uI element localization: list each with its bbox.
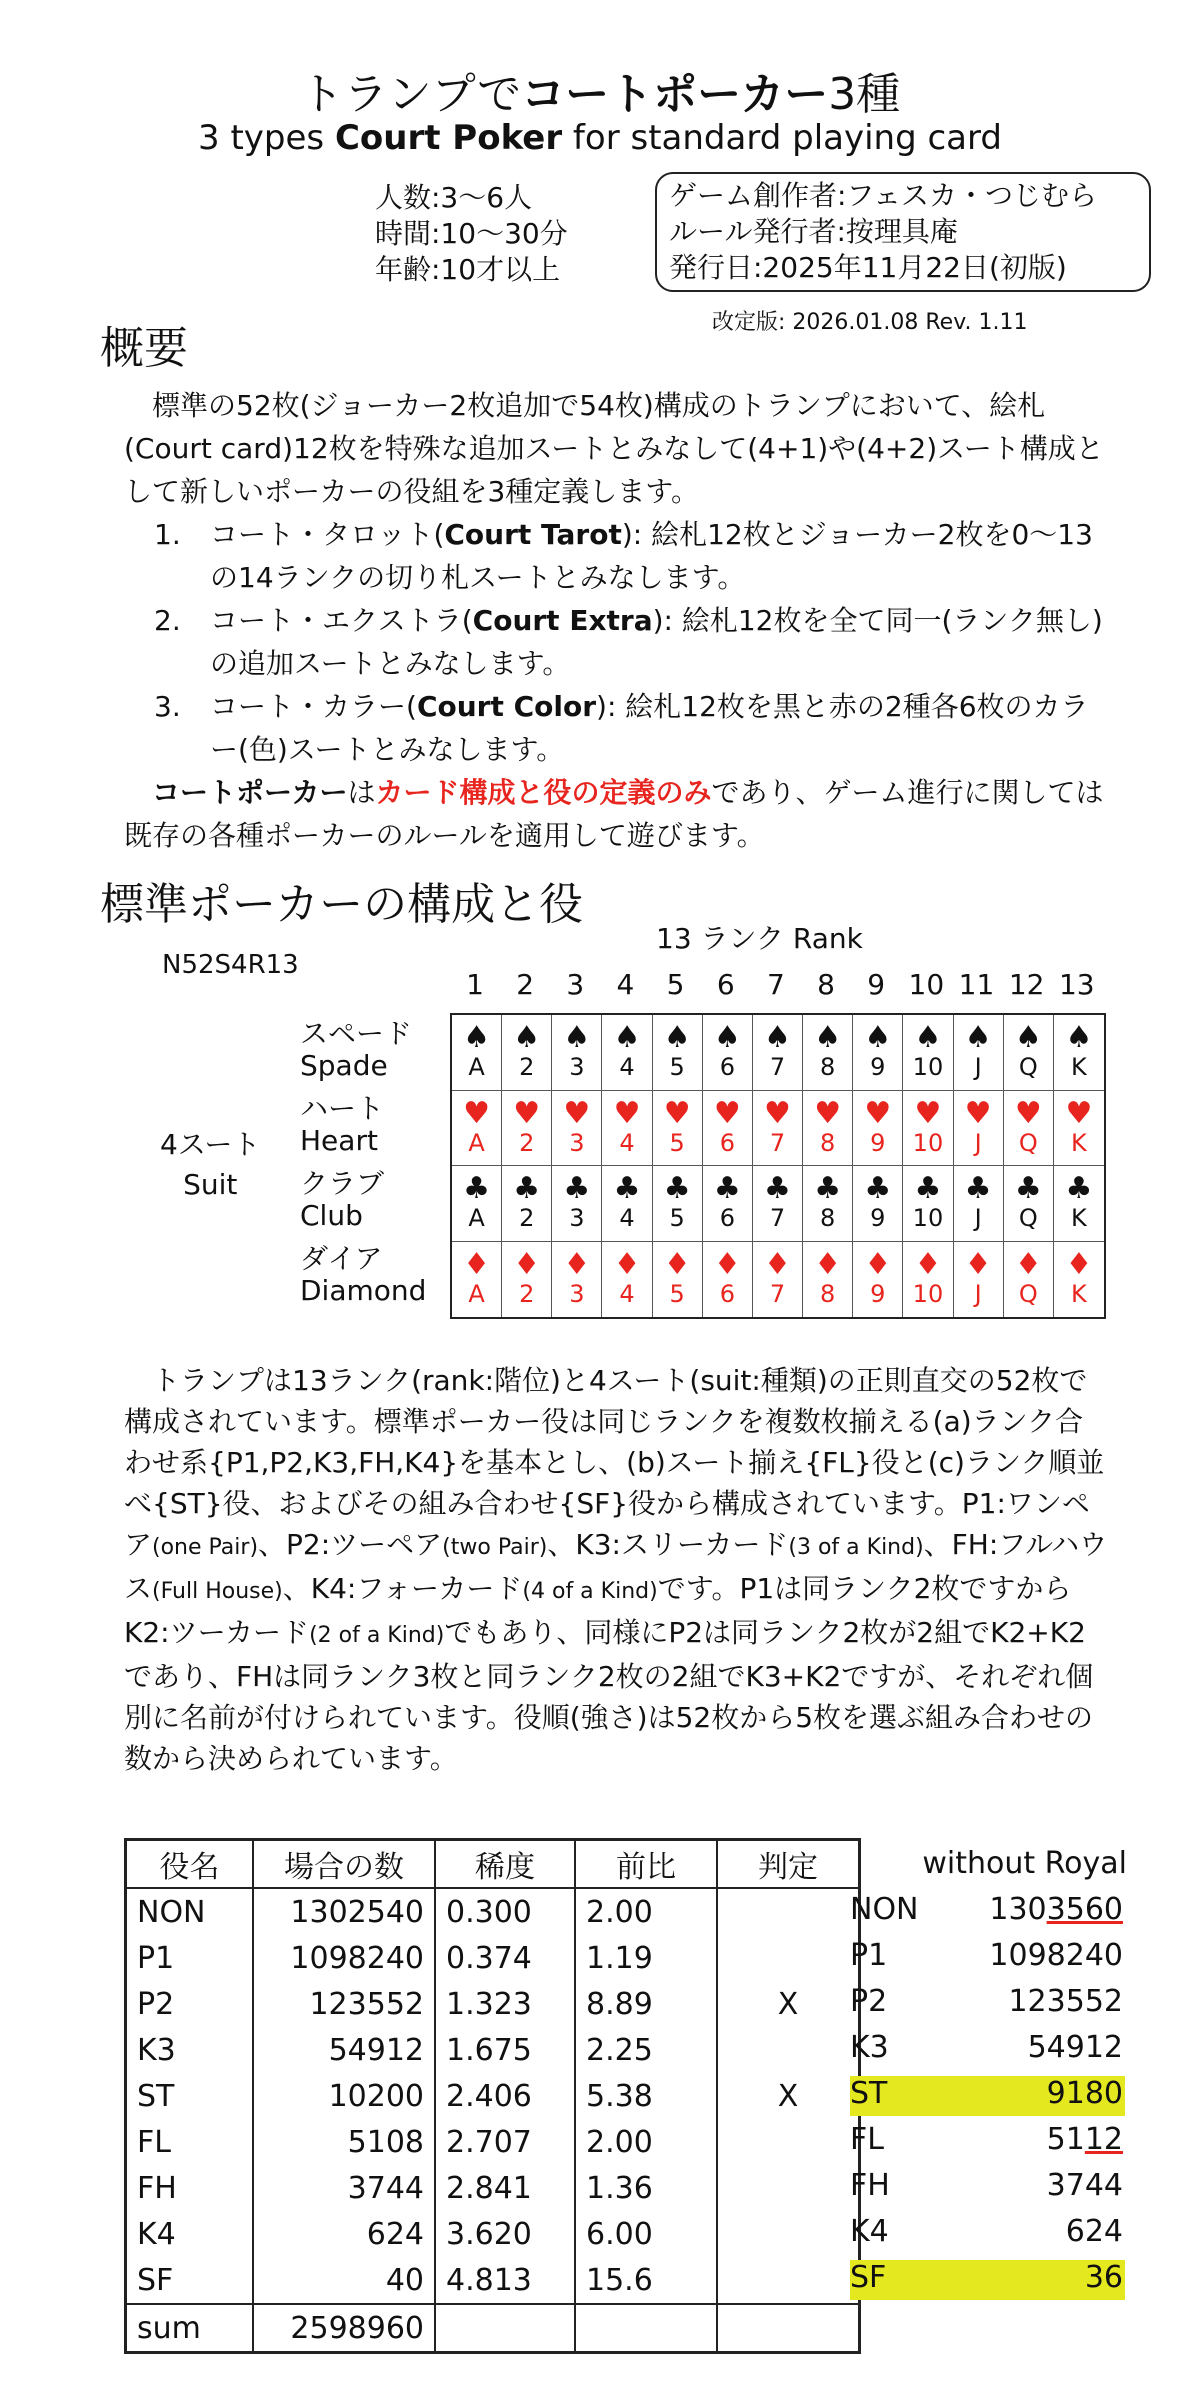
club-icon: ♣	[513, 1171, 541, 1207]
without-royal-row: P1 1098240	[850, 1938, 1123, 1973]
card-cell: ♠ 7	[753, 1015, 803, 1091]
rank-number: 7	[766, 968, 785, 1001]
card-cell: ♥ Q	[1004, 1091, 1054, 1167]
heart-icon: ♥	[713, 1095, 741, 1131]
card-cell: ♣ J	[954, 1166, 1004, 1242]
card-cell: ♠ 2	[502, 1015, 552, 1091]
creator-info: ゲーム創作者:フェスカ・つじむら	[669, 179, 1098, 212]
card-cell: ♣ K	[1054, 1166, 1104, 1242]
composition-code: N52S4R13	[162, 950, 299, 980]
rank-number: 2	[516, 968, 535, 1001]
diamond-icon: ♦	[513, 1247, 541, 1283]
rank-number: 13	[1058, 968, 1095, 1001]
club-icon: ♣	[663, 1171, 691, 1207]
diamond-icon: ♦	[814, 1247, 842, 1283]
suit-axis-title: 4スート Suit	[160, 1128, 261, 1201]
heart-icon: ♥	[613, 1095, 641, 1131]
rank-axis-title: 13 ランク Rank	[656, 922, 863, 955]
card-cell: ♠ 10	[903, 1015, 953, 1091]
table-row: K4 624 3.620 6.00	[126, 2211, 860, 2257]
spade-icon: ♠	[1014, 1020, 1042, 1056]
club-icon: ♣	[814, 1171, 842, 1207]
suit-name-heart: ハート Heart	[300, 1092, 385, 1157]
spade-icon: ♠	[864, 1020, 892, 1056]
without-royal-panel	[850, 1846, 1125, 2336]
card-cell: ♦ 5	[653, 1242, 703, 1318]
heart-icon: ♥	[463, 1095, 491, 1131]
rank-number: 8	[817, 968, 835, 1001]
club-icon: ♣	[613, 1171, 641, 1207]
without-royal-row: FL 5112	[850, 2122, 1123, 2157]
without-royal-row: K3 54912	[850, 2030, 1123, 2065]
table-header: 稀度	[435, 1840, 575, 1889]
without-royal-row: K4 624	[850, 2214, 1123, 2249]
card-cell: ♣ 4	[602, 1166, 652, 1242]
suit-name-diamond: ダイア Diamond	[300, 1242, 427, 1307]
card-cell: ♠ Q	[1004, 1015, 1054, 1091]
rank-number: 11	[958, 968, 995, 1001]
club-icon: ♣	[463, 1171, 491, 1207]
card-cell: ♣ 5	[653, 1166, 703, 1242]
card-cell: ♣ 8	[803, 1166, 853, 1242]
diamond-icon: ♦	[914, 1247, 942, 1283]
club-icon: ♣	[864, 1171, 892, 1207]
spade-icon: ♠	[663, 1020, 691, 1056]
page-subtitle: 3 types Court Poker for standard playing card	[198, 118, 1002, 158]
suit-name-club: クラブ Club	[300, 1167, 385, 1232]
card-cell: ♦ Q	[1004, 1242, 1054, 1318]
card-cell: ♠ 4	[602, 1015, 652, 1091]
card-cell: ♥ 10	[903, 1091, 953, 1167]
card-cell: ♦ 10	[903, 1242, 953, 1318]
diamond-icon: ♦	[713, 1247, 741, 1283]
table-row: P1 1098240 0.374 1.19	[126, 1935, 860, 1981]
club-icon: ♣	[964, 1171, 992, 1207]
table-header: 判定	[717, 1840, 860, 1889]
hand-stats-table	[124, 1838, 861, 2354]
club-icon: ♣	[713, 1171, 741, 1207]
card-cell: ♠ 9	[853, 1015, 903, 1091]
card-cell: ♦ 7	[753, 1242, 803, 1318]
publisher-info: ルール発行者:按理具庵	[669, 215, 958, 248]
overview-heading: 概要	[100, 323, 188, 374]
rank-number: 10	[908, 968, 945, 1001]
card-cell: ♥ 9	[853, 1091, 903, 1167]
spade-icon: ♠	[764, 1020, 791, 1056]
rank-number: 6	[716, 968, 735, 1001]
spade-icon: ♠	[1065, 1020, 1093, 1056]
spade-icon: ♠	[713, 1020, 741, 1056]
release-date: 発行日:2025年11月22日(初版)	[669, 251, 1067, 284]
diamond-icon: ♦	[1014, 1247, 1042, 1283]
heart-icon: ♥	[513, 1095, 541, 1131]
club-icon: ♣	[1014, 1171, 1042, 1207]
diamond-icon: ♦	[1065, 1247, 1093, 1283]
heart-icon: ♥	[814, 1095, 842, 1131]
heart-icon: ♥	[563, 1095, 591, 1131]
overview-intro: 標準の52枚(ジョーカー2枚追加で54枚)構成のトランプにおいて、絵札(Court card)12枚を特殊な追加スートとみなして(4+1)や(4+2)スート構成として新しいポーカーの役組を3種定義します。	[124, 389, 1104, 508]
table-header: 場合の数	[253, 1840, 435, 1889]
card-cell: ♠ 5	[653, 1015, 703, 1091]
card-cell: ♦ 6	[703, 1242, 753, 1318]
card-cell: ♣ 2	[502, 1166, 552, 1242]
rank-number: 12	[1008, 968, 1045, 1001]
club-icon: ♣	[563, 1171, 591, 1207]
card-cell: ♣ 10	[903, 1166, 953, 1242]
card-cell: ♦ 8	[803, 1242, 853, 1318]
card-cell: ♥ 4	[602, 1091, 652, 1167]
card-cell: ♥ K	[1054, 1091, 1104, 1167]
rank-number: 9	[867, 968, 886, 1001]
standard-description: トランプは13ランク(rank:階位)と4スート(suit:種類)の正則直交の52枚で構成されています。標準ポーカー役は同じランクを複数枚揃える(a)ランク合わせ系{P1,P2,K3,FH,K4}を基本とし、(b)スート揃え{FL}役と(c)ランク順並べ{ST}役、およびその組み合わせ{SF}役から構成されています。P1:ワンペア(one Pair)、P2:ツーペア(two Pair)、K3:スリーカード(3 of a Kind)、FH:フルハウス(Full House)、K4:フォーカード(4 of a Kind)です。P1は同ランク2枚ですからK2:ツーカード(2 of a Kind)でもあり、同様にP2は同ランク2枚が2組でK2+K2であり、FHは同ランク3枚と同ランク2枚の2組でK3+K2ですが、それぞれ個別に名前が付けられています。役順(強さ)は52枚から5枚を選ぶ組み合わせの数から決められています。	[124, 1364, 1108, 1775]
card-cell: ♥ 2	[502, 1091, 552, 1167]
overview-body	[124, 384, 1109, 857]
diamond-icon: ♦	[663, 1247, 691, 1283]
credits-box	[655, 172, 1151, 292]
card-cell: ♦ K	[1065, 1247, 1093, 1309]
spade-icon: ♠	[513, 1020, 541, 1056]
card-cell: ♦ 3	[552, 1242, 602, 1318]
card-cell: ♠ 3	[552, 1015, 602, 1091]
table-header: 前比	[575, 1840, 717, 1889]
court-variant-item: 1.コート・タロット(Court Tarot): 絵札12枚とジョーカー2枚を0〜13の14ランクの切り札スートとみなします。	[154, 518, 1093, 594]
heart-icon: ♥	[1065, 1095, 1093, 1131]
revision-label: 改定版: 2026.01.08 Rev. 1.11	[712, 310, 1028, 335]
card-cell: ♦ 2	[502, 1242, 552, 1318]
card-cell: ♥ 8	[803, 1091, 853, 1167]
card-cell: ♣ 6	[703, 1166, 753, 1242]
table-row: FL 5108 2.707 2.00	[126, 2119, 860, 2165]
card-cell: ♣ 3	[552, 1166, 602, 1242]
card-cell: ♠ A	[452, 1015, 502, 1091]
card-cell: ♣ A	[452, 1166, 502, 1242]
spade-icon: ♠	[613, 1020, 641, 1056]
table-row: K3 54912 1.675 2.25	[126, 2027, 860, 2073]
spade-icon: ♠	[814, 1020, 842, 1056]
diamond-icon: ♦	[864, 1247, 892, 1283]
spade-icon: ♠	[463, 1020, 491, 1056]
card-cell: ♣ 7	[753, 1166, 803, 1242]
heart-icon: ♥	[864, 1095, 892, 1131]
diamond-icon: ♦	[563, 1247, 591, 1283]
card-cell: ♥ 3	[552, 1091, 602, 1167]
table-row: NON 1302540 0.300 2.00	[126, 1888, 860, 1935]
table-row: FH 3744 2.841 1.36	[126, 2165, 860, 2211]
heart-icon: ♥	[964, 1095, 992, 1131]
without-royal-row: P2 123552	[850, 1984, 1123, 2019]
card-cell: ♣ Q	[1004, 1166, 1054, 1242]
court-variant-list	[124, 513, 1109, 771]
card-cell: ♦ J	[954, 1242, 1004, 1318]
overview-note: コートポーカーはカード構成と役の定義のみであり、ゲーム進行に関しては既存の各種ポーカーのルールを適用して遊びます。	[124, 776, 1104, 852]
card-cell: ♠ K	[1054, 1015, 1104, 1091]
club-icon: ♣	[1065, 1171, 1093, 1207]
heart-icon: ♥	[663, 1095, 691, 1131]
card-cell: ♦ 9	[853, 1242, 903, 1318]
rank-number: 4	[616, 968, 635, 1001]
card-grid	[450, 1013, 1106, 1319]
diamond-icon: ♦	[463, 1247, 491, 1283]
spade-icon: ♠	[964, 1020, 992, 1056]
without-royal-row: SF 36	[850, 2260, 1125, 2300]
players-info: 人数:3〜6人	[375, 181, 533, 214]
card-cell: ♠ 8	[803, 1015, 853, 1091]
diamond-icon: ♦	[764, 1247, 791, 1283]
card-cell: ♥ A	[452, 1091, 502, 1167]
game-info	[375, 180, 568, 288]
heart-icon: ♥	[1014, 1095, 1042, 1131]
court-variant-item: 3.コート・カラー(Court Color): 絵札12枚を黒と赤の2種各6枚のカラー(色)スートとみなします。	[154, 690, 1089, 766]
heart-icon: ♥	[914, 1095, 942, 1131]
table-row: sum 2598960	[126, 2304, 860, 2353]
table-header: 役名	[126, 1840, 254, 1889]
diamond-icon: ♦	[613, 1247, 641, 1283]
court-variant-item: 2.コート・エクストラ(Court Extra): 絵札12枚を全て同一(ランク無し)の追加スートとみなします。	[154, 604, 1103, 680]
without-royal-row: ST 9180	[850, 2076, 1125, 2116]
card-cell: ♥ 5	[653, 1091, 703, 1167]
card-cell: ♦ 4	[602, 1242, 652, 1318]
spade-icon: ♠	[563, 1020, 591, 1056]
without-royal-row: FH 3744	[850, 2168, 1123, 2203]
table-row: P2 123552 1.323 8.89 X	[126, 1981, 860, 2027]
heart-icon: ♥	[764, 1095, 791, 1131]
without-royal-header: without Royal	[922, 1846, 1127, 1881]
card-cell: ♥ J	[954, 1091, 1004, 1167]
page-title: トランプでコートポーカー3種	[299, 69, 901, 120]
standard-heading: 標準ポーカーの構成と役	[100, 879, 584, 930]
club-icon: ♣	[764, 1171, 791, 1207]
table-row: ST 10200 2.406 5.38 X	[126, 2073, 860, 2119]
spade-icon: ♠	[914, 1020, 942, 1056]
card-cell: ♦ A	[452, 1242, 502, 1318]
diamond-icon: ♦	[964, 1247, 992, 1283]
card-cell: ♠ 6	[703, 1015, 753, 1091]
card-cell: ♥ 6	[703, 1091, 753, 1167]
rank-number: 5	[666, 968, 685, 1001]
card-cell: ♣ 9	[853, 1166, 903, 1242]
card-cell: ♥ 7	[753, 1091, 803, 1167]
club-icon: ♣	[914, 1171, 942, 1207]
without-royal-row: NON 1303560	[850, 1892, 1123, 1927]
suit-name-spade: スペード Spade	[300, 1017, 413, 1082]
time-info: 時間:10〜30分	[375, 217, 568, 250]
age-info: 年齢:10才以上	[375, 253, 561, 286]
card-cell: ♠ J	[954, 1015, 1004, 1091]
rank-number: 3	[566, 968, 585, 1001]
table-row: SF 40 4.813 15.6	[126, 2257, 860, 2304]
rank-number: 1	[466, 968, 484, 1001]
